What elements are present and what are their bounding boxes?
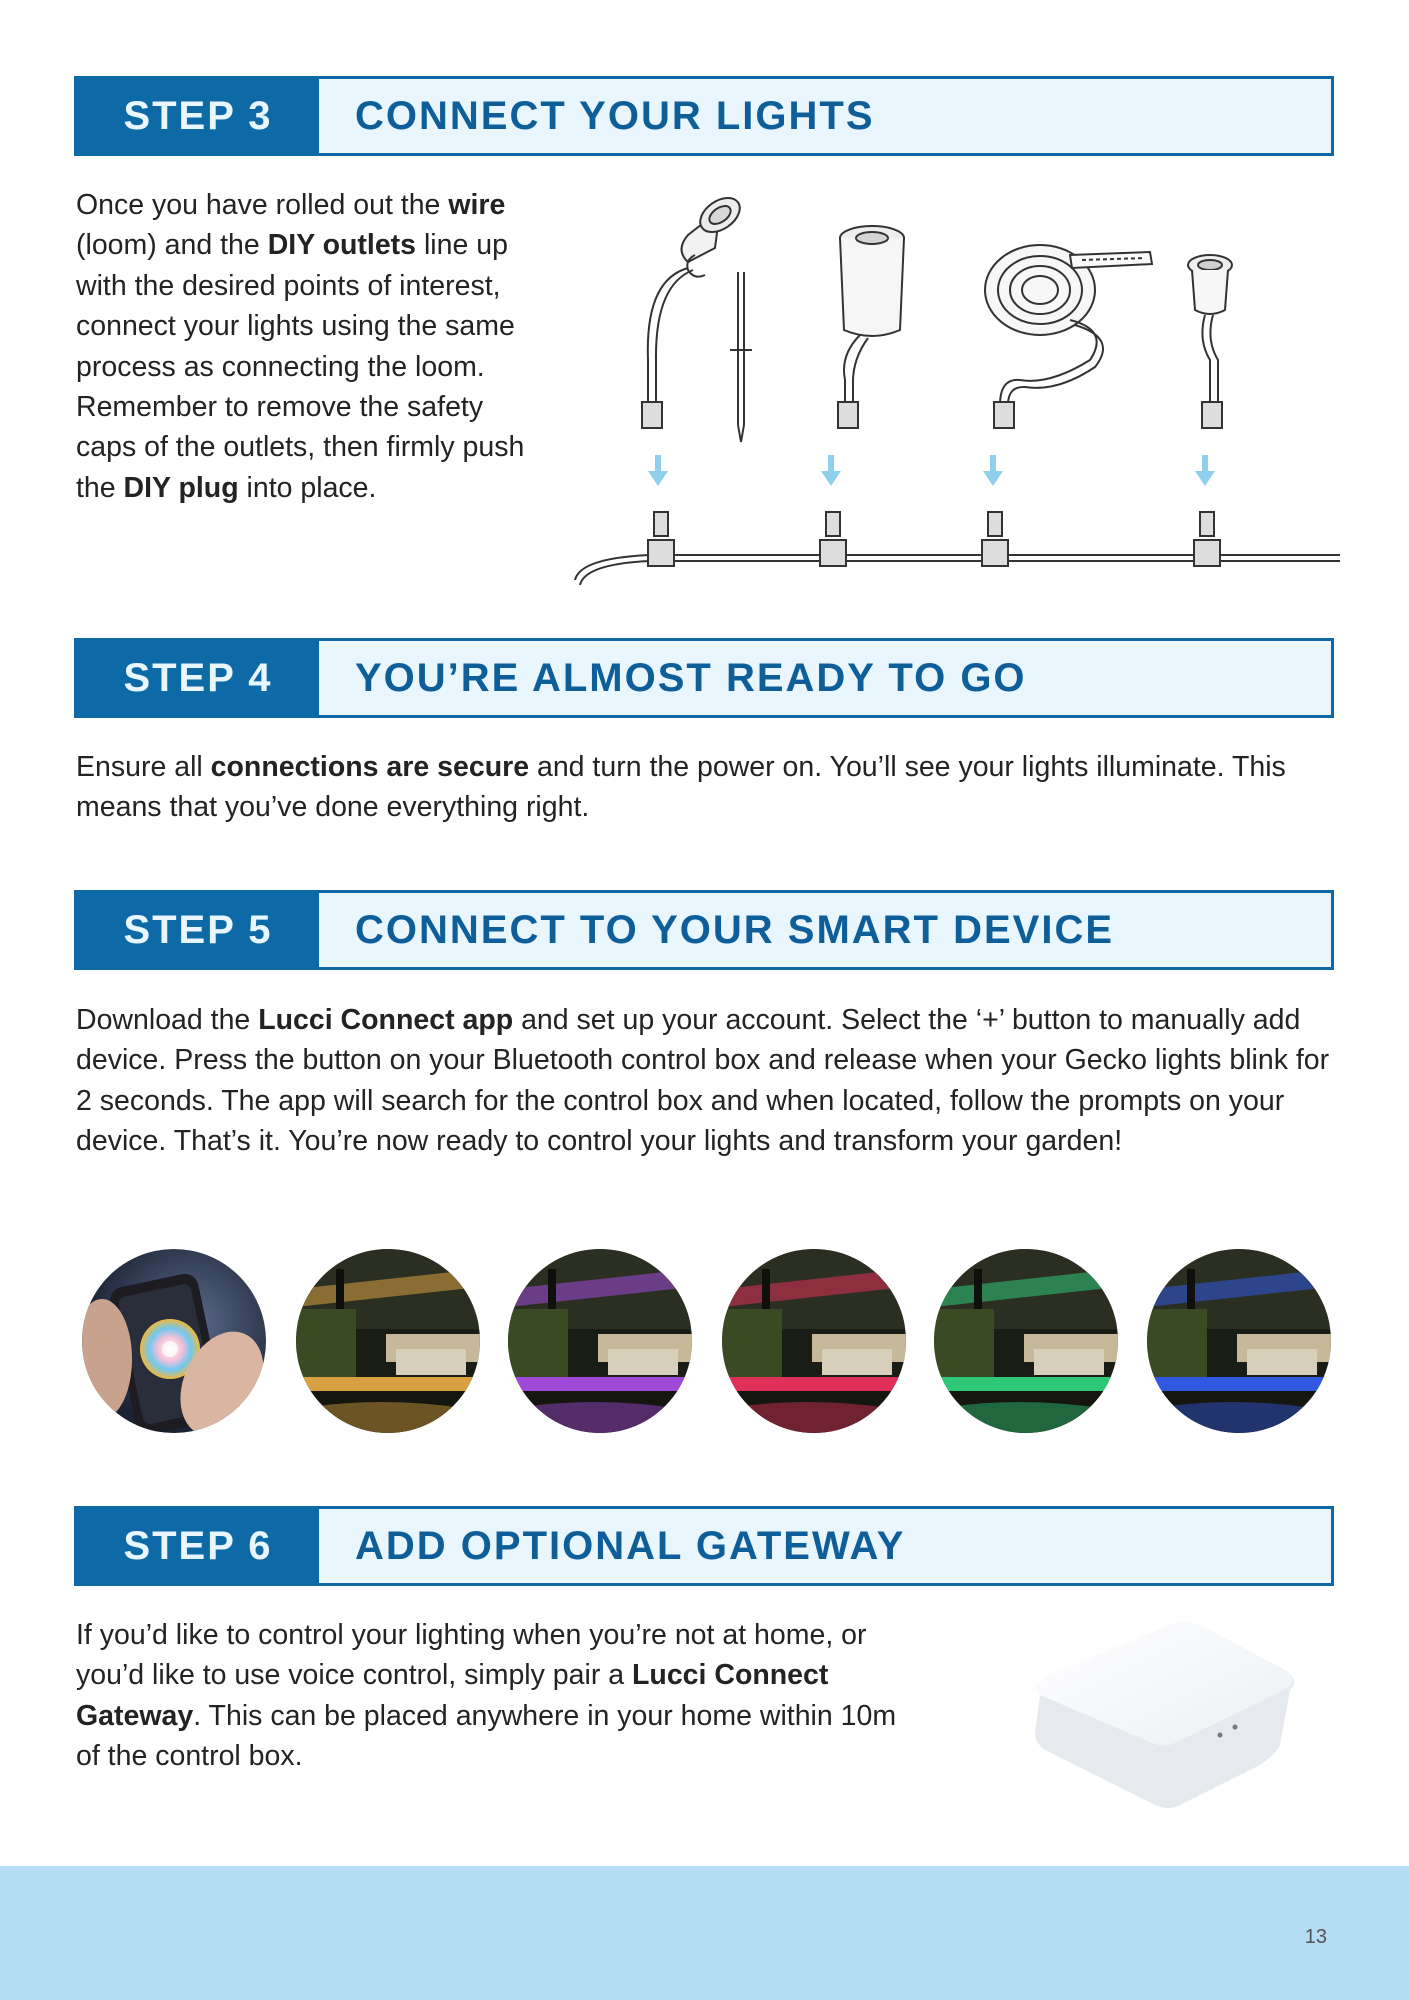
step-title: YOU’RE ALMOST READY TO GO xyxy=(355,655,1027,700)
step-6-text: If you’d like to control your lighting when you’re not at home, or you’d like to use voice control, simply pair a Lucci Connect Gateway. This can be placed anywhere in your home within 10m of the control box. xyxy=(76,1619,897,1773)
phone-app-photo xyxy=(82,1249,266,1433)
step-title: ADD OPTIONAL GATEWAY xyxy=(355,1523,906,1568)
page-number: 13 xyxy=(1304,1926,1327,1948)
step-5-header xyxy=(74,890,1334,970)
cylinder-light-icon xyxy=(838,226,904,428)
step-3-header xyxy=(74,76,1334,156)
strip-light-reel-icon xyxy=(985,245,1152,428)
loom-wire-icon xyxy=(575,512,1340,585)
garden-lighting-photo xyxy=(722,1249,906,1433)
step-number: STEP 5 xyxy=(77,893,319,967)
step-title: CONNECT YOUR LIGHTS xyxy=(355,93,875,138)
garden-lighting-photo xyxy=(934,1249,1118,1433)
step-title: CONNECT TO YOUR SMART DEVICE xyxy=(355,907,1115,952)
step-number: STEP 3 xyxy=(77,79,319,153)
garden-lighting-photo xyxy=(508,1249,692,1433)
deck-light-icon xyxy=(1188,255,1232,428)
down-arrow-icons xyxy=(648,455,1215,486)
step-number: STEP 4 xyxy=(77,641,319,715)
step-6-header xyxy=(74,1506,1334,1586)
step-3-text: Once you have rolled out the wire (loom) and the DIY outlets line up with the desired points of interest, connect your lights using the same process as connecting the loom. Remember to remove the safety caps of the outlets, then firmly push the DIY plug into place. xyxy=(76,189,525,504)
garden-lighting-photo xyxy=(1147,1249,1331,1433)
step-number: STEP 6 xyxy=(77,1509,319,1583)
step-4-text: Ensure all connections are secure and turn the power on. You’ll see your lights illuminate. This means that you’ve done everything right. xyxy=(76,751,1286,824)
page-footer xyxy=(0,1866,1409,2000)
spike-spotlight-icon xyxy=(642,191,752,442)
gateway-device-image xyxy=(1010,1615,1310,1815)
lights-connection-illustration xyxy=(570,180,1340,600)
garden-lighting-photo xyxy=(296,1249,480,1433)
step-4-header xyxy=(74,638,1334,718)
step-5-text: Download the Lucci Connect app and set up your account. Select the ‘+’ button to manually add device. Press the button on your Bluetooth control box and release when your Gecko lights blink for 2 seconds. The app will search for the control box and when located, follow the prompts on your device. That’s it. You’re now ready to control your lights and transform your garden! xyxy=(76,1004,1330,1158)
